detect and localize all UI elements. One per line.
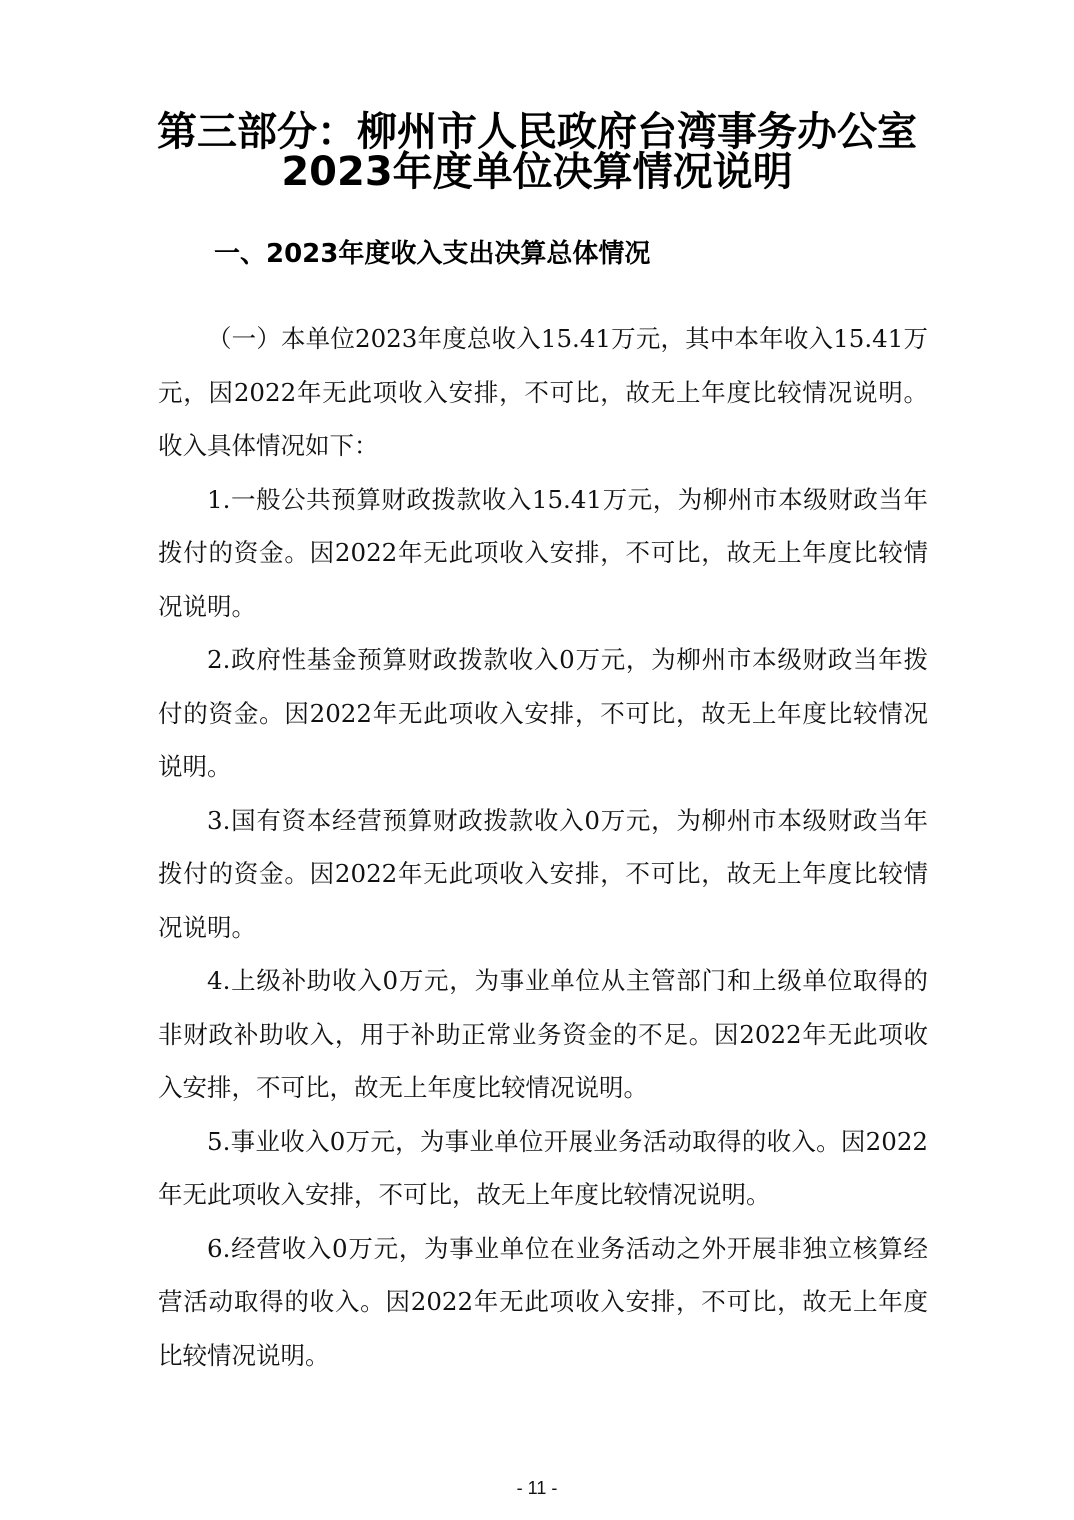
section-heading: 一、2023年度收入支出决算总体情况 xyxy=(214,239,651,269)
paragraph-overview: （一）本单位2023年度总收入15.41万元，其中本年收入15.41万元，因2022年无此项收入安排，不可比，故无上年度比较情况说明。收入具体情况如下： xyxy=(158,324,928,460)
document-title-line-2: 2023年度单位决算情况说明 xyxy=(281,149,793,195)
paragraph-operating-income: 6.经营收入0万元，为事业单位在业务活动之外开展非独立核算经营活动取得的收入。因2022年无此项收入安排，不可比，故无上年度比较情况说明。 xyxy=(158,1233,928,1370)
paragraph-state-capital: 3.国有资本经营预算财政拨款收入0万元，为柳州市本级财政当年拨付的资金。因2022年无此项收入安排，不可比，故无上年度比较情况说明。 xyxy=(158,805,928,942)
paragraph-general-budget: 1.一般公共预算财政拨款收入15.41万元，为柳州市本级财政当年拨付的资金。因2022年无此项收入安排，不可比，故无上年度比较情况说明。 xyxy=(158,484,928,621)
paragraph-government-fund: 2.政府性基金预算财政拨款收入0万元，为柳州市本级财政当年拨付的资金。因2022年无此项收入安排，不可比，故无上年度比较情况说明。 xyxy=(158,645,928,781)
paragraph-superior-subsidy: 4.上级补助收入0万元，为事业单位从主管部门和上级单位取得的非财政补助收入，用于补助正常业务资金的不足。因2022年无此项收入安排，不可比，故无上年度比较情况说明。 xyxy=(158,966,928,1102)
paragraph-business-income: 5.事业收入0万元，为事业单位开展业务活动取得的收入。因2022年无此项收入安排，不可比，故无上年度比较情况说明。 xyxy=(158,1126,928,1209)
page-number: - 11 - xyxy=(516,1478,558,1498)
document-body xyxy=(158,312,928,1382)
document-title-line-1: 第三部分：柳州市人民政府台湾事务办公室 xyxy=(157,109,917,155)
